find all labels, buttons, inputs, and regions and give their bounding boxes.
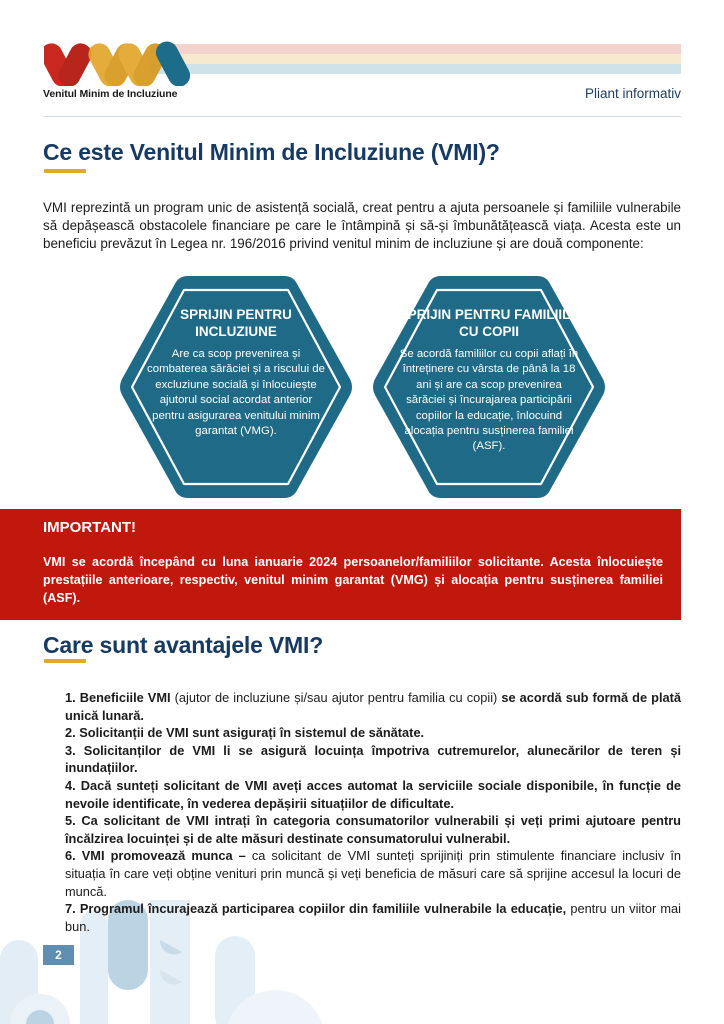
benefit-bold-text: se acordă sub formă de plată unică lunară. [65,690,681,723]
benefit-bold-text: 2. Solicitanții de VMI sunt asigurați în sistemul de sănătate. [65,725,425,741]
component-description: Se acordă familiilor cu copii aflați în întreținere cu vârsta de până la 18 ani și are ca scop prevenirea sărăciei și încurajarea participării copiilor la educație, înlocuind alocația pentru susținerea familiei (ASF). [399,348,579,453]
benefits-list [65,689,681,935]
title-underline [44,659,86,663]
benefit-bold-text: 1. Beneficiile VMI [65,690,171,705]
important-title: IMPORTANT! [43,519,137,536]
component-title: SPRIJIN PENTRU FAMILIILE CU COPII [398,307,580,339]
header-color-stripes [150,44,681,74]
component-description: Are ca scop prevenirea și combaterea sărăciei și a riscului de excluziune socială și înlocuiește ajutorul social acordat anterior pentru asigurarea venitului minim garantat (VMG). [147,348,325,438]
benefit-bold-text: 4. Dacă sunteți solicitant de VMI aveți acces automat la serviciile sociale disponibile, în funcție de nevoile identificate, în vederea depășirii situațiilor de dificultate. [65,777,681,811]
benefit-item [65,724,681,742]
benefit-bold-text: 3. Solicitanților de VMI li se asigură locuința împotriva cutremurelor, alunecărilor de teren și inundațiilor. [65,742,681,776]
benefit-item [65,847,681,900]
component-card-inclusion [118,276,354,498]
component-card-families [371,276,607,498]
benefit-bold-text: 7. Programul încurajează participarea copiilor din familiile vulnerabile la educație, [65,901,567,917]
intro-paragraph: VMI reprezintă un program unic de asistență socială, creat pentru a ajuta persoanele și familiile vulnerabile să depășească obstacolele financiare pe care le întâmpină și să-și îmbunătățească viața. Acesta este un beneficiu prevăzut în Legea nr. 196/2016 privind venitul minim de incluziune și are două componente: [43,200,681,252]
benefit-text: ca solicitant de VMI sunteți sprijiniți prin stimulente financiare inclusiv în situația în care veți obține venituri prin muncă și veți beneficia de măsuri care să sprijine accesul la locuri de muncă. [65,848,682,899]
benefit-item [65,900,681,935]
header-divider [43,116,681,117]
benefit-item [65,689,681,724]
section-title-advantages: Care sunt avantajele VMI? [43,632,324,658]
benefit-text: pentru un viitor mai bun. [65,901,681,934]
benefit-bold-text: 5. Ca solicitant de VMI intrați în categoria consumatorilor vulnerabili și veți primi ajutoare pentru încălzirea locuinței și de alte măsuri destinate consumatorului vulnerabil. [65,813,681,846]
page-number-badge: 2 [43,945,74,965]
section-title-what-is-vmi: Ce este Venitul Minim de Incluziune (VMI)? [43,139,500,165]
benefit-text: (ajutor de incluziune și/sau ajutor pentru familia cu copii) [170,690,502,705]
title-underline [44,169,86,173]
benefit-item [65,777,681,812]
benefit-item [65,742,681,777]
component-title: SPRIJIN PENTRU INCLUZIUNE [180,307,292,339]
benefit-bold-text: 6. VMI promovează munca – [65,848,246,864]
important-notice-box [0,509,681,620]
benefit-item [65,812,681,847]
document-type-label: Pliant informativ [584,86,681,101]
important-body: VMI se acordă începând cu luna ianuarie 2024 persoanelor/familiilor solicitante. Acesta înlocuiește prestațiile anterioare, respectiv, venitul minim garantat (VMG) și alocația pentru susținerea familiei (ASF). [43,555,663,605]
logo-text: Venitul Minim de Incluziune [43,88,178,100]
vmi-logo-icon [44,40,194,86]
